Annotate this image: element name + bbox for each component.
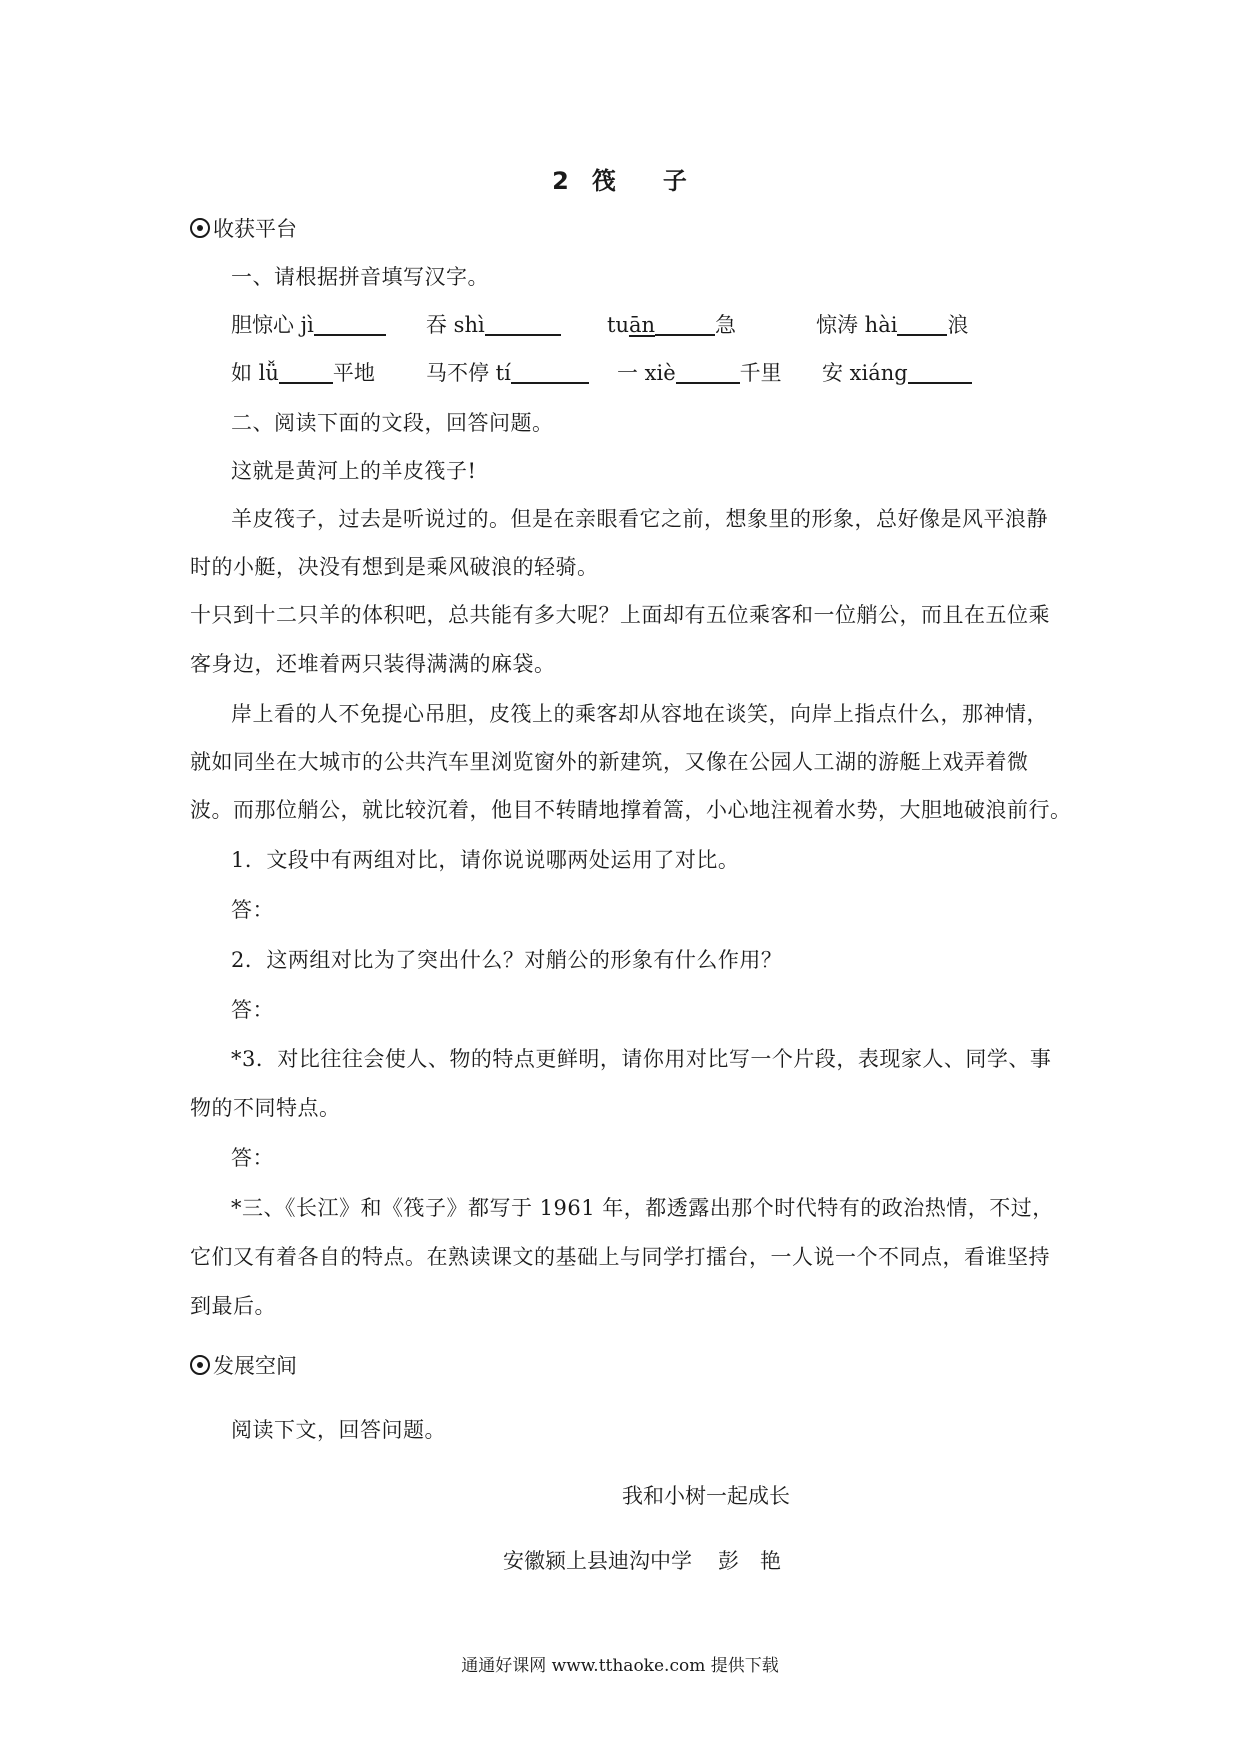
lesson-title-char-1: 筏 [591, 167, 617, 195]
pinyin-item-1-text: 胆惊心 jì [231, 313, 314, 337]
passage-line: 羊皮筏子，过去是听说过的。但是在亲眼看它之前，想象里的形象，总好像是风平浪静 [231, 507, 1048, 531]
passage-line: 时的小艇，决没有想到是乘风破浪的轻骑。 [190, 555, 599, 579]
pinyin-item-3-post: 急 [715, 313, 737, 337]
pinyin-item-4-pre: 惊涛 hài [816, 313, 898, 337]
answer-blank[interactable] [908, 362, 972, 384]
q1-heading: 一、请根据拼音填写汉字。 [231, 265, 489, 289]
q3-line: 它们又有着各自的特点。在熟读课文的基础上与同学打擂台，一人说一个不同点，看谁坚持 [190, 1245, 1050, 1269]
lesson-title [0, 161, 1240, 196]
pinyin-item-7 [617, 357, 782, 387]
sub-question-1: 1．文段中有两组对比，请你说说哪两处运用了对比。 [231, 848, 740, 872]
pinyin-item-6-text: 马不停 tí [426, 361, 511, 385]
answer-label-3: 答： [231, 1146, 274, 1170]
answer-blank[interactable] [655, 314, 715, 336]
pinyin-item-7-pre: 一 xiè [617, 361, 676, 385]
answer-label-2: 答： [231, 998, 274, 1022]
passage-line: 波。而那位艄公，就比较沉着，他目不转睛地撑着篙，小心地注视着水势，大胆地破浪前行。 [190, 798, 1072, 822]
pinyin-item-2 [426, 309, 561, 339]
lesson-title-char-2: 子 [662, 167, 688, 195]
pinyin-item-5-pre: 如 lǚ [231, 361, 279, 385]
author-school: 安徽颍上县迪沟中学 [503, 1549, 692, 1573]
answer-blank[interactable] [485, 314, 561, 336]
passage-line: 岸上看的人不免提心吊胆，皮筏上的乘客却从容地在谈笑，向岸上指点什么，那神情， [231, 702, 1048, 726]
answer-blank[interactable] [511, 362, 589, 384]
pinyin-item-3-underlined: ān [628, 313, 656, 337]
circle-dot-icon [190, 1355, 210, 1375]
pinyin-item-5 [231, 357, 375, 387]
footer-credit: 通通好课网 www.tthaoke.com 提供下载 [461, 1656, 779, 1676]
q3-line: 到最后。 [190, 1294, 276, 1318]
circle-dot-icon [190, 218, 210, 238]
pinyin-item-4-post: 浪 [947, 313, 969, 337]
passage-line: 就如同坐在大城市的公共汽车里浏览窗外的新建筑，又像在公园人工湖的游艇上戏弄着微 [190, 750, 1029, 774]
passage-line: 客身边，还堆着两只装得满满的麻袋。 [190, 652, 556, 676]
pinyin-item-7-post: 千里 [739, 361, 782, 385]
passage-line: 这就是黄河上的羊皮筏子! [231, 459, 477, 483]
answer-blank[interactable] [897, 314, 947, 336]
author-name: 彭 艳 [718, 1549, 781, 1573]
q3-line: *三、《长江》和《筏子》都写于 1961 年，都透露出那个时代特有的政治热情，不过， [231, 1196, 1054, 1220]
author-line [503, 1545, 781, 1575]
sub-question-3-cont: 物的不同特点。 [190, 1096, 341, 1120]
sub-question-3: *3．对比往往会使人、物的特点更鲜明，请你用对比写一个片段，表现家人、同学、事 [231, 1047, 1052, 1071]
pinyin-item-4 [816, 309, 968, 339]
pinyin-item-3-pre: tu [607, 313, 629, 337]
pinyin-item-6 [426, 357, 589, 387]
answer-blank[interactable] [279, 362, 333, 384]
lesson-number: 2 [552, 167, 570, 195]
section-harvest-label: 收获平台 [213, 217, 297, 241]
pinyin-item-1 [231, 309, 386, 339]
reading-instruction: 阅读下文，回答问题。 [231, 1418, 446, 1442]
section-develop-label: 发展空间 [213, 1354, 297, 1378]
q2-heading: 二、阅读下面的文段，回答问题。 [231, 411, 554, 435]
section-harvest [190, 213, 297, 243]
answer-blank[interactable] [676, 362, 740, 384]
passage-line: 十只到十二只羊的体积吧，总共能有多大呢？上面却有五位乘客和一位艄公，而且在五位乘 [190, 603, 1050, 627]
pinyin-item-3 [607, 309, 736, 339]
pinyin-item-8-text: 安 xiáng [822, 361, 908, 385]
pinyin-item-5-post: 平地 [332, 361, 375, 385]
sub-question-2: 2．这两组对比为了突出什么？对艄公的形象有什么作用？ [231, 948, 783, 972]
pinyin-item-2-text: 吞 shì [426, 313, 485, 337]
answer-blank[interactable] [314, 314, 386, 336]
story-title: 我和小树一起成长 [622, 1484, 790, 1508]
answer-label-1: 答： [231, 898, 274, 922]
pinyin-item-8 [822, 357, 972, 387]
section-develop [190, 1350, 297, 1380]
